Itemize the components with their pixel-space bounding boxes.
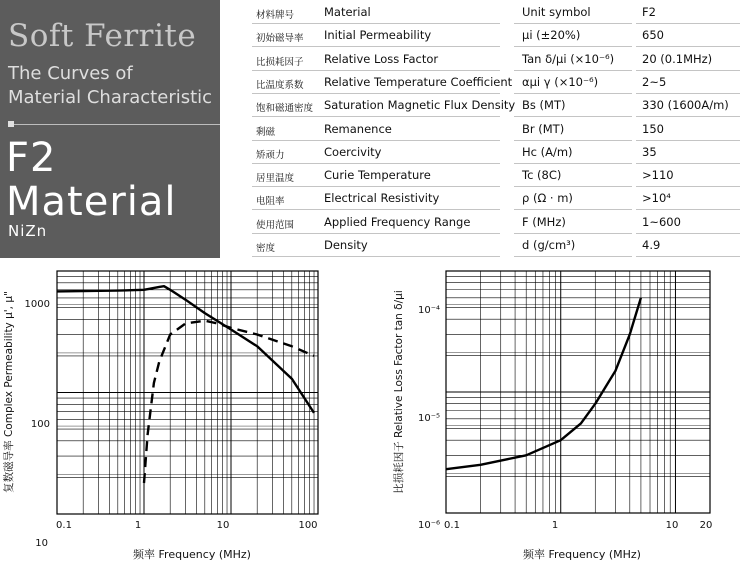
property-value: 20 (0.1MHz) <box>642 51 713 66</box>
material-code: F2 <box>6 135 57 181</box>
property-cn-label: 矫顽力 <box>256 149 285 161</box>
property-en-label: Material <box>324 5 371 19</box>
row-separator <box>636 256 740 257</box>
property-row <box>252 94 740 117</box>
x-tick-label: 1 <box>134 520 142 531</box>
property-symbol: Unit symbol <box>522 5 591 19</box>
property-symbol: Br (MT) <box>522 121 565 136</box>
property-en-label: Density <box>324 238 368 252</box>
property-cn-label: 比温度系数 <box>256 79 304 91</box>
property-cn-label: 使用范围 <box>256 219 295 231</box>
property-value: 4.9 <box>642 238 661 252</box>
property-row <box>252 48 740 71</box>
property-symbol: Bs (MT) <box>522 98 566 113</box>
property-row <box>252 24 740 47</box>
property-symbol: Tc (8C) <box>522 168 562 183</box>
y-tick-label: 10⁻⁴ <box>417 305 440 316</box>
y-tick-label: 10⁻⁶ <box>417 520 440 531</box>
property-row <box>252 71 740 94</box>
y-axis-label: 复数磁导率 Complex Permeability μ', μ" <box>3 291 15 493</box>
property-value: 1~600 <box>642 214 681 229</box>
material-heading <box>6 136 177 224</box>
property-cn-label: 居里温度 <box>256 173 295 185</box>
property-en-label: Applied Frequency Range <box>324 214 471 229</box>
property-en-label: Coercivity <box>324 144 382 159</box>
y-tick-label: 10 <box>35 538 48 549</box>
property-en-label: Relative Temperature Coefficient <box>324 74 513 89</box>
x-tick-label: 0.1 <box>56 520 72 531</box>
brand-title: Soft Ferrite <box>8 18 197 54</box>
property-symbol: F (MHz) <box>522 214 566 229</box>
property-en-label: Electrical Resistivity <box>324 191 440 206</box>
property-row <box>252 234 740 257</box>
x-axis-label: 频率 Frequency (MHz) <box>133 548 251 561</box>
subtitle-line-1: The Curves of <box>8 63 133 84</box>
permeability-chart <box>0 270 370 576</box>
property-en-label: Curie Temperature <box>324 168 431 183</box>
property-value: 650 <box>642 28 664 43</box>
property-symbol: ρ (Ω · m) <box>522 191 573 206</box>
property-value: >110 <box>642 168 674 183</box>
property-en-label: Saturation Magnetic Flux Density <box>324 98 516 113</box>
property-row <box>252 118 740 141</box>
divider <box>8 124 220 125</box>
property-symbol: μi (±20%) <box>522 28 581 43</box>
x-tick-label: 10 <box>665 520 679 531</box>
property-symbol: Hc (A/m) <box>522 144 573 159</box>
property-row <box>252 187 740 210</box>
row-separator <box>252 256 500 257</box>
x-tick-label: 20 <box>699 520 713 531</box>
property-cn-label: 饱和磁通密度 <box>256 103 314 115</box>
property-value: F2 <box>642 5 656 19</box>
y-tick-label: 10⁻⁵ <box>417 413 440 424</box>
property-row <box>252 1 740 24</box>
material-type: NiZn <box>8 222 48 240</box>
property-value: 2~5 <box>642 74 667 89</box>
divider-dot <box>8 121 14 127</box>
property-en-label: Initial Permeability <box>324 28 432 43</box>
x-tick-label: 100 <box>298 520 318 531</box>
title-panel <box>0 0 220 258</box>
property-value: 35 <box>642 144 657 159</box>
properties-table <box>252 0 740 258</box>
x-tick-label: 10 <box>216 520 230 531</box>
row-separator <box>514 256 632 257</box>
property-value: 330 (1600A/m) <box>642 98 729 113</box>
subtitle <box>8 62 212 110</box>
property-row <box>252 211 740 234</box>
property-en-label: Remanence <box>324 121 392 136</box>
property-cn-label: 剩磁 <box>256 126 276 138</box>
x-axis-label: 频率 Frequency (MHz) <box>523 548 641 561</box>
property-symbol: Tan δ/μi (×10⁻⁶) <box>522 51 615 66</box>
loss-factor-chart <box>380 270 740 576</box>
x-tick-label: 1 <box>551 520 559 531</box>
property-value: 150 <box>642 121 664 136</box>
subtitle-line-2: Material Characteristic <box>8 87 213 108</box>
property-cn-label: 比损耗因子 <box>256 56 304 68</box>
material-word: Material <box>6 179 177 225</box>
property-cn-label: 初始磁导率 <box>256 33 304 45</box>
property-symbol: d (g/cm³) <box>522 238 576 252</box>
property-cn-label: 密度 <box>256 243 276 254</box>
y-tick-label: 100 <box>30 419 50 430</box>
property-cn-label: 材料牌号 <box>256 10 295 21</box>
property-value: >10⁴ <box>642 191 671 206</box>
property-row <box>252 164 740 187</box>
x-tick-label: 0.1 <box>444 520 460 531</box>
property-en-label: Relative Loss Factor <box>324 51 439 66</box>
y-tick-label: 1000 <box>24 299 50 310</box>
property-row <box>252 141 740 164</box>
property-symbol: αμi γ (×10⁻⁶) <box>522 74 599 89</box>
property-cn-label: 电阻率 <box>256 196 285 208</box>
y-axis-label: 比损耗因子 Relative Loss Factor tan δ/μi <box>393 290 405 494</box>
